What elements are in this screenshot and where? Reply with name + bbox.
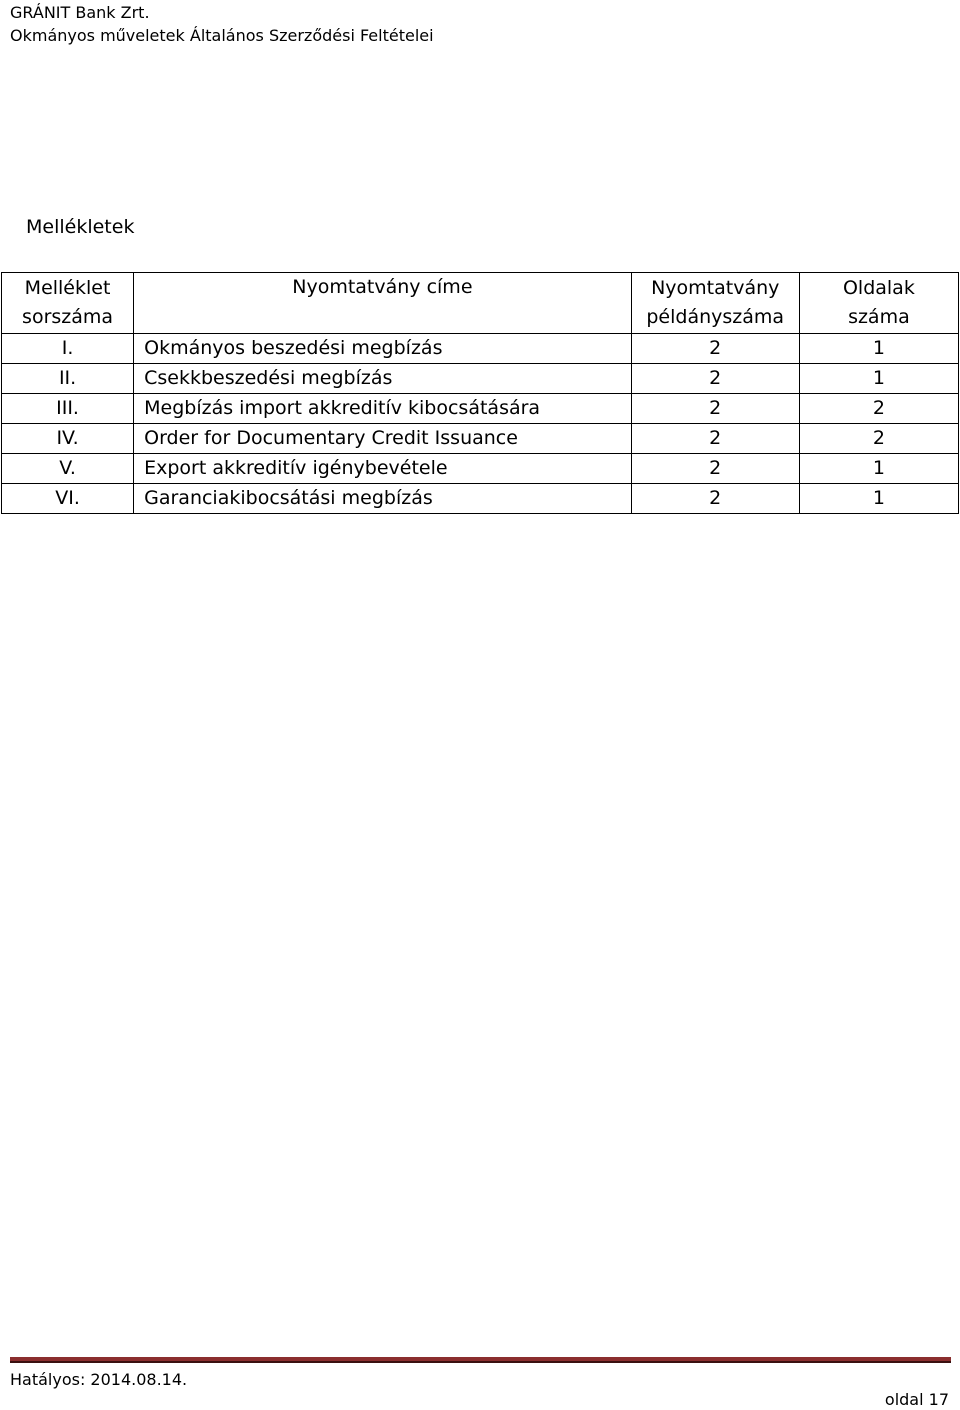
column-header-copies (631, 273, 799, 334)
column-header-line: Nyomtatvány (651, 277, 780, 299)
column-header-line: Oldalak (842, 277, 915, 299)
annex-number: II. (2, 364, 134, 394)
column-header-line: Nyomtatvány címe (292, 276, 473, 298)
column-header-form-title (134, 273, 632, 334)
form-title: Garanciakibocsátási megbízás (134, 484, 632, 514)
table-header-row (2, 273, 959, 334)
form-title: Megbízás import akkreditív kibocsátására (134, 394, 632, 424)
annex-number: IV. (2, 424, 134, 454)
footer-page-number: oldal 17 (884, 1390, 949, 1409)
table-row (2, 394, 959, 424)
table-row (2, 364, 959, 394)
header-company-name: GRÁNIT Bank Zrt. (10, 3, 150, 22)
table-row (2, 424, 959, 454)
annex-number: VI. (2, 484, 134, 514)
pages-count: 1 (799, 364, 958, 394)
pages-count: 2 (799, 424, 958, 454)
copies-count: 2 (631, 454, 799, 484)
table-row (2, 454, 959, 484)
table-row (2, 334, 959, 364)
annex-number: I. (2, 334, 134, 364)
pages-count: 2 (799, 394, 958, 424)
table-row (2, 484, 959, 514)
copies-count: 2 (631, 364, 799, 394)
column-header-line: Melléklet (24, 277, 111, 299)
pages-count: 1 (799, 484, 958, 514)
column-header-pages (799, 273, 958, 334)
column-header-line: száma (848, 306, 910, 328)
column-header-line: példányszáma (646, 306, 785, 328)
pages-count: 1 (799, 334, 958, 364)
annex-number: V. (2, 454, 134, 484)
column-header-annex-number (2, 273, 134, 334)
header-document-title: Okmányos műveletek Általános Szerződési Feltételei (10, 26, 434, 45)
copies-count: 2 (631, 484, 799, 514)
section-heading: Mellékletek (26, 216, 135, 238)
form-title: Csekkbeszedési megbízás (134, 364, 632, 394)
pages-count: 1 (799, 454, 958, 484)
footer-effective-date: Hatályos: 2014.08.14. (10, 1370, 188, 1389)
annex-table (1, 272, 959, 514)
copies-count: 2 (631, 394, 799, 424)
form-title: Okmányos beszedési megbízás (134, 334, 632, 364)
footer-divider (10, 1357, 951, 1363)
form-title: Order for Documentary Credit Issuance (134, 424, 632, 454)
form-title: Export akkreditív igénybevétele (134, 454, 632, 484)
copies-count: 2 (631, 334, 799, 364)
annex-number: III. (2, 394, 134, 424)
copies-count: 2 (631, 424, 799, 454)
column-header-line: sorszáma (22, 306, 114, 328)
